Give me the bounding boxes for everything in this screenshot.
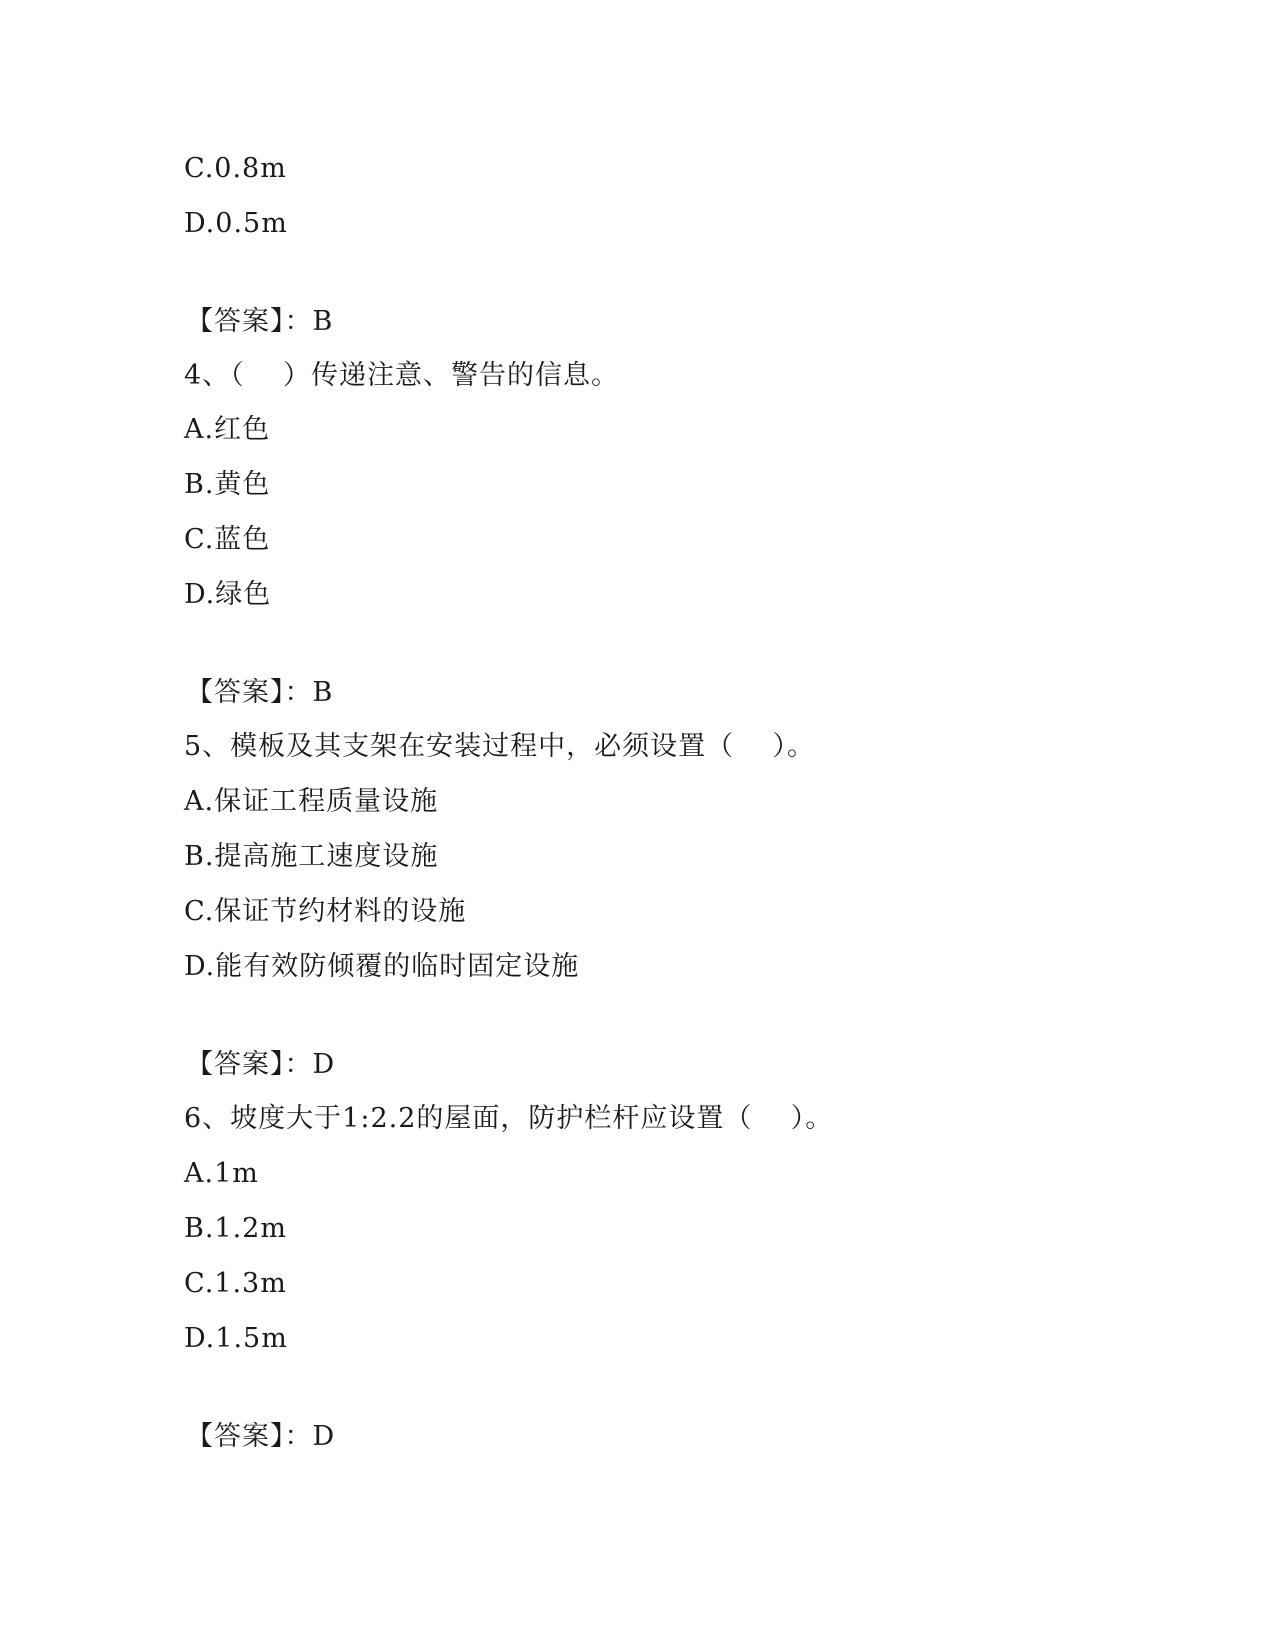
q4-option-d: D.绿色 xyxy=(184,579,272,610)
q6-answer: 【答案】：D xyxy=(186,1421,336,1452)
q3-option-c: C.0.8m xyxy=(184,153,287,184)
q6-option-c: C.1.3m xyxy=(184,1268,287,1299)
q4-option-c: C.蓝色 xyxy=(184,524,271,555)
q4-answer: 【答案】：B xyxy=(186,677,334,708)
q5-stem: 5、模板及其支架在安装过程中，必须设置（ ）。 xyxy=(184,731,816,762)
q6-option-a: A.1m xyxy=(184,1158,259,1189)
q5-option-d: D.能有效防倾覆的临时固定设施 xyxy=(184,951,580,982)
q5-answer: 【答案】：D xyxy=(186,1049,336,1080)
q5-option-b: B.提高施工速度设施 xyxy=(184,841,439,872)
q4-option-a: A.红色 xyxy=(184,414,271,445)
q6-option-b: B.1.2m xyxy=(184,1213,287,1244)
q6-option-d: D.1.5m xyxy=(184,1323,288,1354)
q5-option-c: C.保证节约材料的设施 xyxy=(184,896,467,927)
q4-stem: 4、（ ）传递注意、警告的信息。 xyxy=(184,360,620,391)
q3-answer: 【答案】：B xyxy=(186,306,334,337)
q6-stem: 6、坡度大于1:2.2的屋面，防护栏杆应设置（ ）。 xyxy=(184,1103,834,1134)
q3-option-d: D.0.5m xyxy=(184,208,288,239)
q4-option-b: B.黄色 xyxy=(184,469,271,500)
q5-option-a: A.保证工程质量设施 xyxy=(184,786,439,817)
